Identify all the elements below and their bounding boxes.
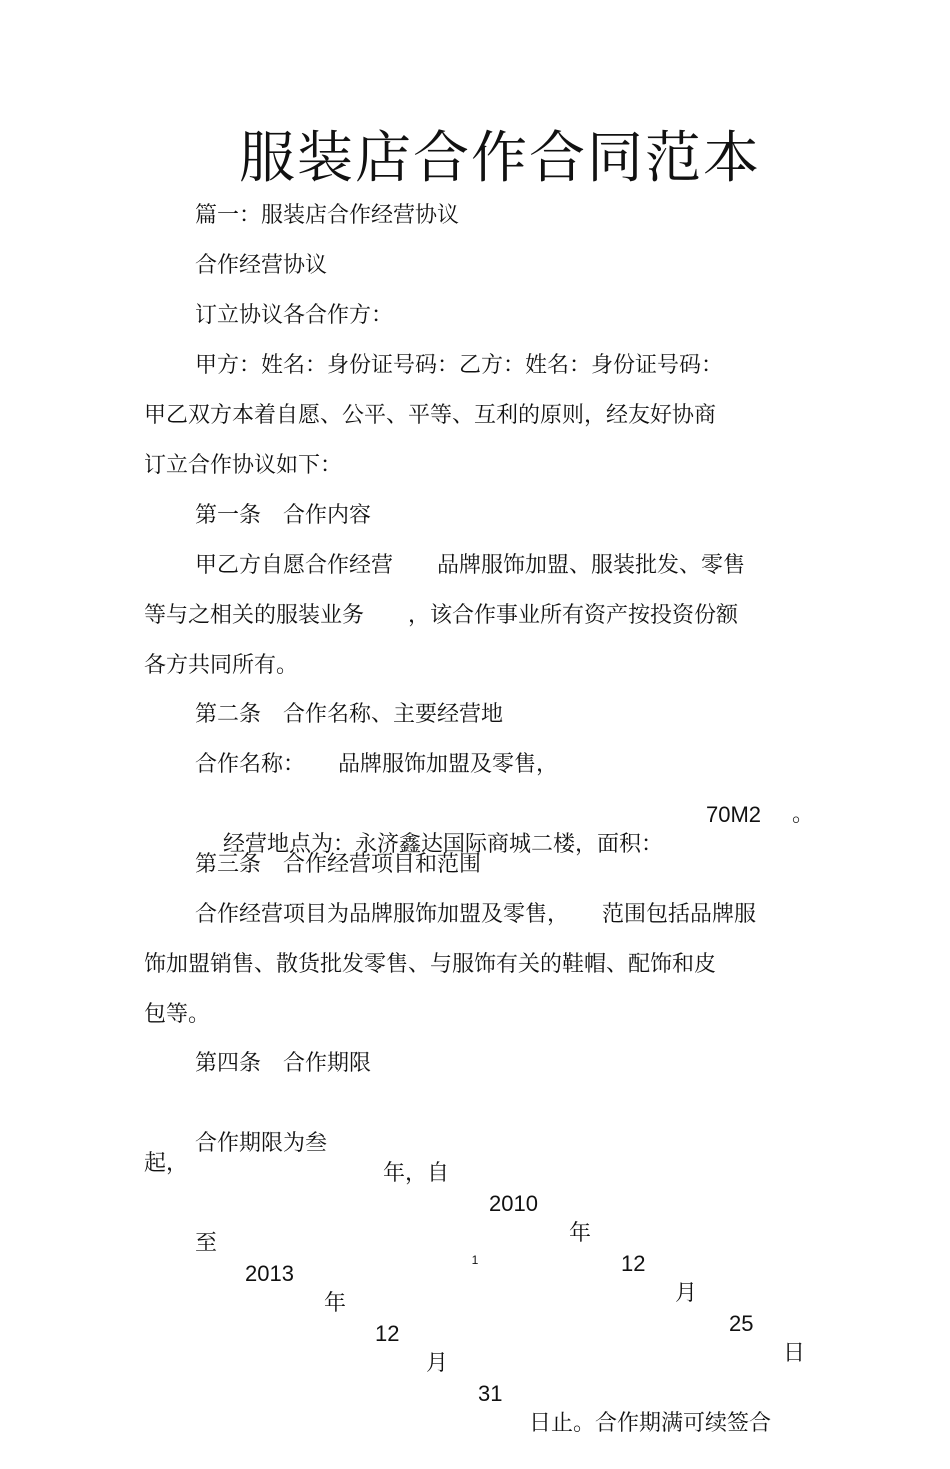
- term-text: 至: [195, 1231, 218, 1256]
- end-year: 2013: [245, 1261, 294, 1286]
- document-title: 服装店合作合同范本: [239, 126, 761, 191]
- area-value: 70M2: [706, 802, 762, 827]
- end-month: 12: [375, 1321, 400, 1346]
- paragraph-line: 各方共同所有。: [144, 653, 299, 678]
- paragraph-line: 订立协议各合作方：: [195, 303, 394, 328]
- article-heading: 第一条 合作内容: [195, 503, 372, 528]
- paragraph-line: 甲乙方自愿合作经营 品牌服饰加盟、服装批发、零售: [195, 553, 746, 578]
- term-text: 月: [675, 1281, 698, 1306]
- term-text: 年，自: [383, 1161, 450, 1186]
- start-month: 12: [621, 1251, 646, 1276]
- article-heading: 第四条 合作期限: [195, 1051, 372, 1076]
- term-line: [195, 1199, 815, 1469]
- start-day: 25: [729, 1311, 754, 1336]
- term-text: 月: [426, 1351, 449, 1376]
- term-text: 日: [783, 1341, 806, 1366]
- paragraph-line: 起，: [144, 1151, 189, 1176]
- paragraph-line: 订立合作协议如下：: [144, 453, 343, 478]
- term-text: 年: [324, 1291, 347, 1316]
- paragraph-line: 合作名称： 品牌服饰加盟及零售，: [195, 752, 559, 777]
- paragraph-line: 包等。: [144, 1002, 211, 1027]
- term-text: 日止。合作期满可续签合: [529, 1411, 772, 1436]
- paragraph-line: 甲乙双方本着自愿、公平、平等、互利的原则，经友好协商: [144, 403, 717, 428]
- paragraph-line: 合作经营项目为品牌服饰加盟及零售， 范围包括品牌服: [195, 902, 757, 927]
- end-day: 31: [478, 1381, 503, 1406]
- article-heading: 第二条 合作名称、主要经营地: [195, 702, 504, 727]
- paragraph-line: 饰加盟销售、散货批发零售、与服饰有关的鞋帽、配饰和皮: [144, 952, 717, 977]
- paragraph-line: 等与之相关的服装业务 ，该合作事业所有资产按投资份额: [144, 603, 739, 628]
- term-text: 合作期限为叁: [195, 1131, 328, 1156]
- article-heading: 第三条 合作经营项目和范围: [195, 852, 482, 877]
- line-end-mark: 。: [792, 802, 815, 827]
- paragraph-line: 合作经营协议: [195, 253, 328, 278]
- section-heading: 篇一：服装店合作经营协议: [195, 203, 460, 228]
- location-text: 经营地点为：永济鑫达国际商城二楼，面积：: [222, 832, 663, 857]
- term-text: 年: [569, 1221, 592, 1246]
- page-number: 1: [471, 1253, 479, 1267]
- start-year: 2010: [489, 1191, 538, 1216]
- paragraph-line: 甲方：姓名：身份证号码：乙方：姓名：身份证号码：: [195, 353, 724, 378]
